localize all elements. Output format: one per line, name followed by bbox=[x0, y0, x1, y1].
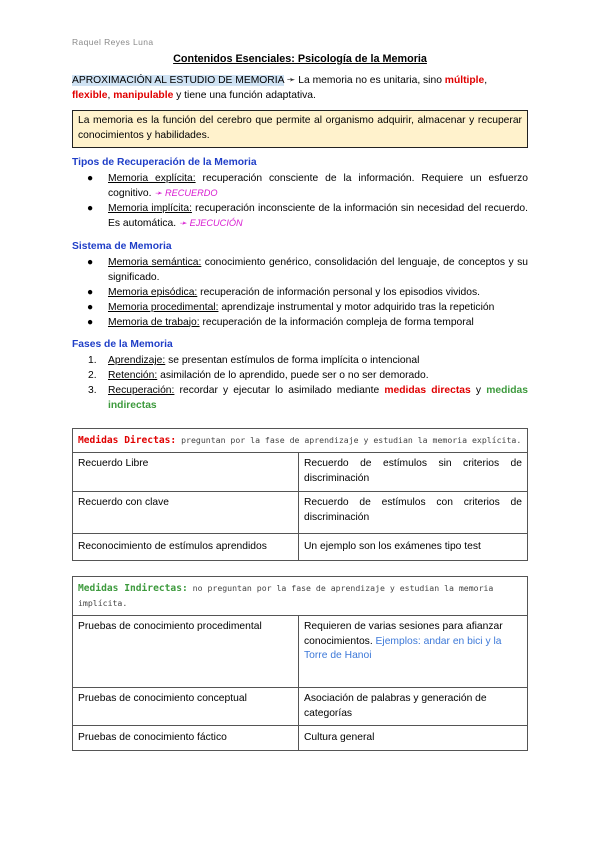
intro-sep: , bbox=[484, 74, 488, 86]
list-item bbox=[72, 286, 528, 301]
document-body bbox=[72, 52, 528, 751]
recovery-list bbox=[72, 172, 528, 232]
section-heading-recovery: Tipos de Recuperación de la Memoria bbox=[72, 157, 257, 169]
bullet-icon: ● bbox=[87, 203, 94, 215]
table-cell: Recuerdo de estímulos con criterios de discriminación bbox=[299, 491, 528, 533]
list-item bbox=[72, 354, 528, 369]
system-list bbox=[72, 256, 528, 331]
bullet-icon: ● bbox=[87, 301, 94, 313]
keyword-direct-measures: medidas directas bbox=[384, 385, 471, 397]
bullet-icon: ● bbox=[87, 286, 94, 298]
cell-text: Requieren de varias sesiones para afianzar conocimientos. bbox=[304, 620, 503, 647]
definition: recuperación inconsciente de la información sin necesidad del recuerdo. Es automática. bbox=[108, 203, 528, 230]
intro-sep: , bbox=[107, 89, 114, 101]
keyword-manipulable: manipulable bbox=[113, 89, 174, 101]
intro-text: y tiene una función adaptativa. bbox=[173, 89, 316, 101]
keyword-indirect-measures: medidas indirectas bbox=[108, 385, 528, 412]
list-number: 3. bbox=[88, 385, 97, 397]
direct-measures-table bbox=[72, 428, 528, 561]
list-item bbox=[72, 384, 528, 414]
term: Memoria explícita: bbox=[108, 173, 196, 185]
table-row bbox=[73, 533, 528, 560]
term: Aprendizaje: bbox=[108, 355, 166, 367]
tag-recuerdo: RECUERDO bbox=[164, 188, 218, 199]
arrow-icon: ➛ bbox=[178, 218, 187, 229]
arrow-icon: ➛ bbox=[154, 188, 163, 199]
table-cell: Pruebas de conocimiento conceptual bbox=[73, 687, 299, 726]
table-row bbox=[73, 453, 528, 492]
definition-callout: La memoria es la función del cerebro que permite al organismo adquirir, almacenar y recuperar conocimientos y habilidades. bbox=[72, 110, 528, 148]
tag-ejecucion: EJECUCIÓN bbox=[189, 218, 243, 229]
table-cell: Un ejemplo son los exámenes tipo test bbox=[299, 533, 528, 560]
author-name: Raquel Reyes Luna bbox=[72, 37, 154, 47]
page-title: Contenidos Esenciales: Psicología de la Memoria bbox=[173, 53, 427, 65]
list-item bbox=[72, 369, 528, 384]
keyword-multiple: múltiple bbox=[444, 74, 485, 86]
term: Memoria implícita: bbox=[108, 203, 192, 215]
table-cell: Asociación de palabras y generación de categorías bbox=[299, 687, 528, 726]
definition: y bbox=[470, 385, 487, 397]
table-header bbox=[73, 429, 528, 453]
table-cell: Pruebas de conocimiento fáctico bbox=[73, 726, 299, 751]
table-row bbox=[73, 687, 528, 726]
definition: aprendizaje instrumental y motor adquirido tras la repetición bbox=[218, 301, 495, 313]
term: Memoria semántica: bbox=[108, 256, 202, 268]
direct-measures-title: Medidas Directas: bbox=[78, 435, 177, 447]
intro-highlight: APROXIMACIÓN AL ESTUDIO DE MEMORIA bbox=[72, 74, 284, 86]
table-row bbox=[73, 491, 528, 533]
arrow-icon: ➛ bbox=[286, 74, 296, 86]
definition: conocimiento genérico, consolidación del lenguaje, de conceptos y su significado. bbox=[108, 256, 529, 283]
section-heading-system: Sistema de Memoria bbox=[72, 240, 172, 252]
list-item bbox=[72, 202, 528, 232]
table-cell: Reconocimiento de estímulos aprendidos bbox=[73, 533, 299, 560]
table-cell: Recuerdo Libre bbox=[73, 453, 299, 492]
bullet-icon: ● bbox=[87, 316, 94, 328]
table-header-row bbox=[73, 576, 528, 615]
table-cell bbox=[299, 615, 528, 687]
list-number: 2. bbox=[88, 370, 97, 382]
bullet-icon: ● bbox=[87, 256, 94, 268]
section-heading-phases: Fases de la Memoria bbox=[72, 339, 173, 351]
indirect-measures-table bbox=[72, 576, 528, 752]
table-cell: Recuerdo de estímulos sin criterios de discriminación bbox=[299, 453, 528, 492]
table-header-row bbox=[73, 429, 528, 453]
term: Retención: bbox=[108, 370, 158, 382]
list-item bbox=[72, 316, 528, 331]
table-header bbox=[73, 576, 528, 615]
example-link[interactable]: Ejemplos: andar en bici y la Torre de Hanoi bbox=[304, 635, 502, 662]
table-cell: Pruebas de conocimiento procedimental bbox=[73, 615, 299, 687]
intro-text: La memoria no es unitaria, sino bbox=[295, 74, 445, 86]
definition: asimilación de lo aprendido, puede ser o no ser demorado. bbox=[157, 370, 429, 382]
direct-measures-subtitle: preguntan por la fase de aprendizaje y estudian la memoria explícita. bbox=[176, 435, 522, 446]
definition: recuperación de la información compleja de forma temporal bbox=[199, 316, 474, 328]
definition: se presentan estímulos de forma implícita o intencional bbox=[165, 355, 420, 367]
phases-list bbox=[72, 354, 528, 414]
definition: recuperación consciente de la información. Requiere un esfuerzo cognitivo. bbox=[108, 173, 528, 200]
list-number: 1. bbox=[88, 355, 97, 367]
list-item bbox=[72, 301, 528, 316]
keyword-flexible: flexible bbox=[72, 89, 108, 101]
indirect-measures-title: Medidas Indirectas: bbox=[78, 582, 188, 594]
list-item bbox=[72, 172, 528, 202]
table-row bbox=[73, 726, 528, 751]
table-cell: Cultura general bbox=[299, 726, 528, 751]
term: Memoria episódica: bbox=[108, 286, 198, 298]
term: Memoria de trabajo: bbox=[108, 316, 200, 328]
term: Recuperación: bbox=[108, 385, 175, 397]
definition: recuperación de información personal y los episodios vividos. bbox=[197, 286, 481, 298]
table-cell: Recuerdo con clave bbox=[73, 491, 299, 533]
table-row bbox=[73, 615, 528, 687]
definition: recordar y ejecutar lo asimilado mediante bbox=[174, 385, 385, 397]
bullet-icon: ● bbox=[87, 173, 94, 185]
indirect-measures-subtitle: no preguntan por la fase de aprendizaje y estudian la memoria implícita. bbox=[78, 582, 494, 608]
intro-paragraph bbox=[72, 74, 528, 104]
term: Memoria procedimental: bbox=[108, 301, 219, 313]
list-item bbox=[72, 256, 528, 286]
